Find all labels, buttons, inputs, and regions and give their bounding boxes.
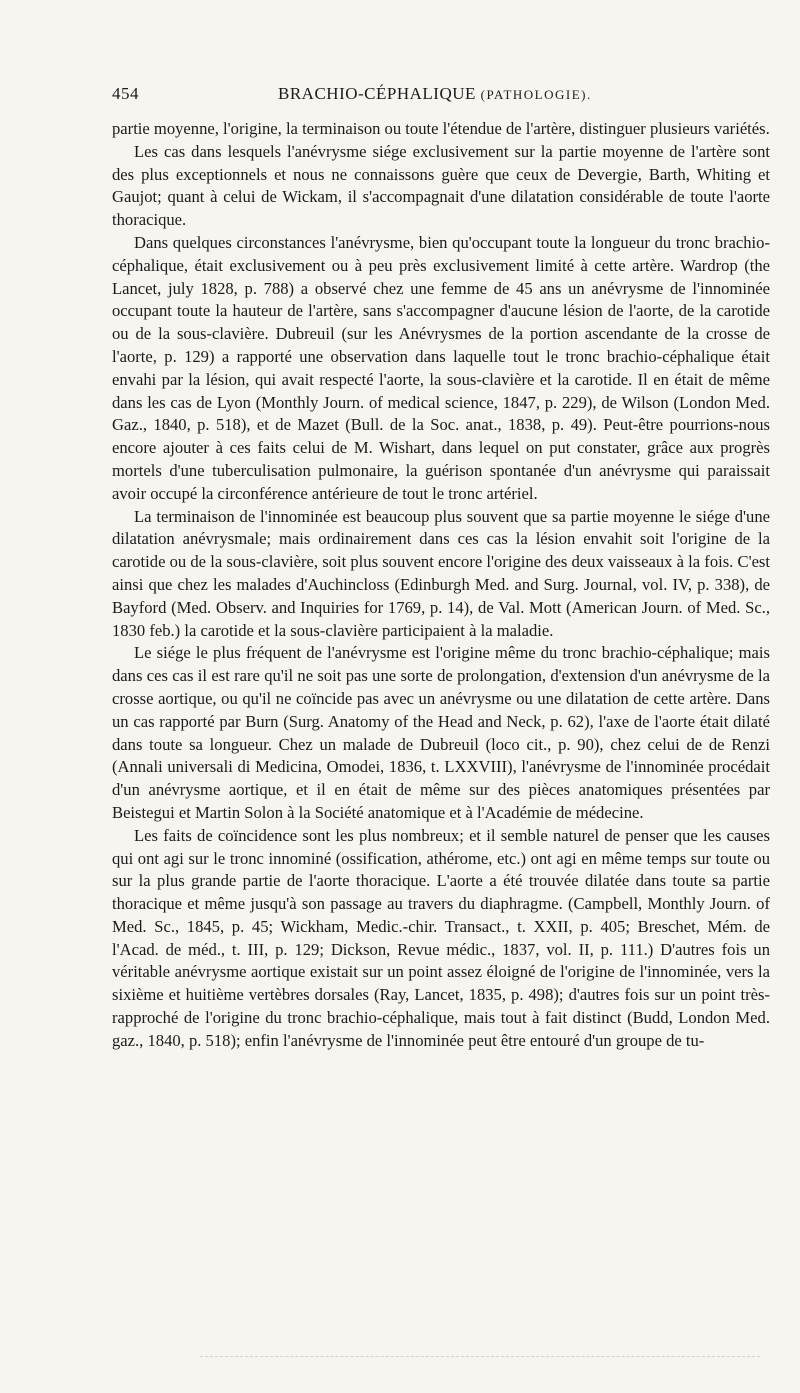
running-title: BRACHIO-CÉPHALIQUE	[278, 84, 476, 103]
paragraph-4: La terminaison de l'innominée est beaucoup plus souvent que sa partie moyenne le siége d'une dilatation anévrysmale; mais ordinairement dans ces cas la lésion envahit soit l'origine de la carotide ou de la sous-clavière, soit plus souvent encore l'origine des deux vaisseaux à la fois. C'est ainsi que chez les malades d'Auchincloss (Edinburgh Med. and Surg. Journal, vol. IV, p. 338), de Bayford (Med. Observ. and Inquiries for 1769, p. 14), de Val. Mott (American Journ. of Med. Sc., 1830 feb.) la carotide et la sous-clavière participaient à la maladie.	[112, 506, 770, 640]
paragraph-1: partie moyenne, l'origine, la terminaison ou toute l'étendue de l'artère, distinguer plusieurs variétés.	[112, 119, 770, 138]
running-section: (PATHOLOGIE).	[480, 87, 592, 102]
body-text	[112, 118, 770, 1053]
page-number: 454	[112, 84, 139, 103]
paragraph-3: Dans quelques circonstances l'anévrysme, bien qu'occupant toute la longueur du tronc brachio-céphalique, était exclusivement ou à peu près exclusivement limité à cette artère. Wardrop (the Lancet, july 1828, p. 788) a observé chez une femme de 45 ans un anévrysme de l'innominée occupant toute la hauteur de l'artère, sans s'accompagner d'aucune lésion de l'aorte, de la carotide ou de la sous-clavière. Dubreuil (sur les Anévrysmes de la portion ascendante de la crosse de l'aorte, p. 129) a rapporté une observation dans laquelle tout le tronc brachio-céphalique était envahi par la lésion, qui avait respecté l'aorte, la sous-clavière et la carotide. Il en était de même dans les cas de Lyon (Monthly Journ. of medical science, 1847, p. 229), de Wilson (London Med. Gaz., 1840, p. 518), et de Mazet (Bull. de la Soc. anat., 1838, p. 49). Peut-être pourrions-nous encore ajouter à ces faits celui de M. Wishart, dans lequel on put constater, grâce aux progrès mortels d'une tuberculisation pulmonaire, la guérison spontanée d'un anévrysme qui paraissait avoir occupé la circonférence antérieure de tout le tronc artériel.	[112, 232, 770, 503]
paragraph-6: Les faits de coïncidence sont les plus nombreux; et il semble naturel de penser que les causes qui ont agi sur le tronc innominé (ossification, athérome, etc.) ont agi en même temps sur toute ou sur la plus grande partie de l'aorte thoracique. L'aorte a été trouvée dilatée dans toute sa partie thoracique et même jusqu'à son passage au travers du diaphragme. (Campbell, Monthly Journ. of Med. Sc., 1845, p. 45; Wickham, Medic.-chir. Transact., t. XXII, p. 405; Breschet, Mém. de l'Acad. de méd., t. III, p. 129; Dickson, Revue médic., 1837, vol. II, p. 111.) D'autres fois un véritable anévrysme aortique existait sur un point assez éloigné de l'origine de l'innominée, vers la sixième et huitième vertèbres dorsales (Ray, Lancet, 1835, p. 498); d'autres fois sur un point très-rapproché de l'origine du tronc brachio-céphalique, mais tout à fait distinct (Budd, London Med. gaz., 1840, p. 518); enfin l'anévrysme de l'innominée peut être entouré d'un groupe de tu-	[112, 825, 770, 1050]
page-header	[112, 84, 770, 118]
running-head	[278, 84, 592, 104]
print-artifact-line	[200, 1356, 760, 1363]
paragraph-5: Le siége le plus fréquent de l'anévrysme est l'origine même du tronc brachio-céphalique; mais dans ces cas il est rare qu'il ne soit pas une sorte de prolongation, d'extension d'un anévrysme de la crosse aortique, ou qu'il ne coïncide pas avec un anévrysme ou une dilatation de cette artère. Dans un cas rapporté par Burn (Surg. Anatomy of the Head and Neck, p. 62), l'axe de l'aorte était dilaté dans toute sa longueur. Chez un malade de Dubreuil (loco cit., p. 90), chez celui de de Renzi (Annali universali di Medicina, Omodei, 1836, t. LXXVIII), l'anévrysme de l'innominée procédait d'un anévrysme aortique, et il en était de même sur des pièces anatomiques présentées par Beistegui et Martin Solon à la Société anatomique et à l'Académie de médecine.	[112, 643, 770, 822]
paragraph-2: Les cas dans lesquels l'anévrysme siége exclusivement sur la partie moyenne de l'artère sont des plus exceptionnels et nous ne connaissons guère que ceux de Devergie, Barth, Whiting et Gaujot; quant à celui de Wickam, il s'accompagnait d'une dilatation considérable de toute l'aorte thoracique.	[112, 141, 770, 230]
